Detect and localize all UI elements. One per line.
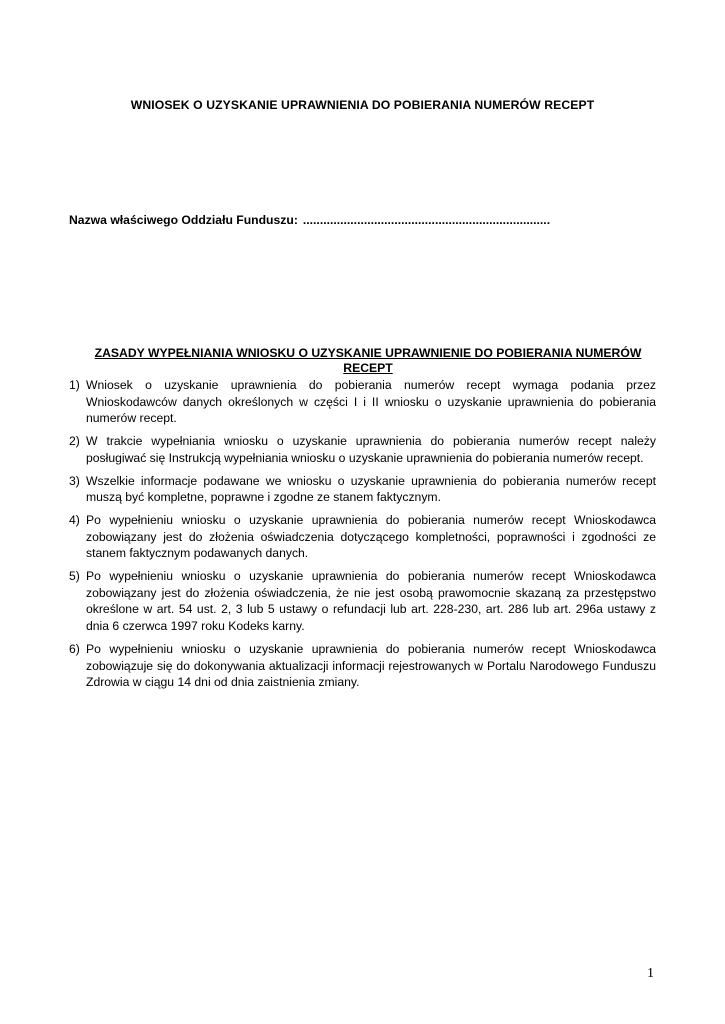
rule-text: Po wypełnieniu wniosku o uzyskanie uprawnienia do pobierania numerów recept Wnioskodawca zobowiązany jest do złożenia oświadczenia, że nie jest osobą prawomocnie skazaną za przestępstwo określone w art. 54 ust. 2, 3 lub 5 ustawy o refundacji lub art. 228-230, art. 286 lub art. 296a ustawy z dnia 6 czerwca 1997 roku Kodeks karny. bbox=[86, 569, 656, 634]
rule-number: 6) bbox=[69, 641, 80, 656]
rule-text: Po wypełnieniu wniosku o uzyskanie uprawnienia do pobierania numerów recept Wnioskodawca zobowiązany jest do złożenia oświadczenia dotyczącego kompletności, poprawności i zgodności ze stanem faktycznym podawanych danych. bbox=[86, 512, 656, 561]
rule-number: 3) bbox=[69, 473, 80, 488]
fund-branch-label: Nazwa właściwego Oddziału Funduszu: bbox=[69, 213, 298, 227]
rule-text: Wniosek o uzyskanie uprawnienia do pobierania numerów recept wymaga podania przez Wnioskodawców danych określonych w części I i II wniosku o uzyskanie uprawnienia do pobierania numerów recept. bbox=[86, 378, 656, 426]
rule-number: 5) bbox=[69, 569, 80, 584]
rule-text: Po wypełnieniu wniosku o uzyskanie uprawnienia do pobierania numerów recept Wnioskodawca zobowiązuje się do dokonywania aktualizacji informacji rejestrowanych w Portalu Narodowego Funduszu Zdrowia w ciągu 14 dni od dnia zaistnienia zmiany. bbox=[86, 641, 656, 690]
rule-number: 2) bbox=[69, 434, 80, 449]
page-number: 1 bbox=[647, 966, 654, 981]
rule-item bbox=[69, 473, 656, 506]
rules-heading: ZASADY WYPEŁNIANIA WNIOSKU O UZYSKANIE UPRAWNIENIE DO POBIERANIA NUMERÓW RECEPT bbox=[94, 346, 642, 375]
rule-item bbox=[69, 512, 656, 562]
rule-item bbox=[69, 641, 656, 691]
rule-item bbox=[69, 377, 656, 427]
rule-number: 1) bbox=[69, 378, 80, 392]
rule-text: Wszelkie informacje podawane we wniosku o uzyskanie uprawnienia do pobierania numerów recept muszą być kompletne, poprawne i zgodne ze stanem faktycznym. bbox=[86, 473, 656, 505]
document-title: WNIOSEK O UZYSKANIE UPRAWNIENIA DO POBIERANIA NUMERÓW RECEPT bbox=[130, 98, 595, 112]
rule-item bbox=[69, 568, 656, 635]
fund-branch-line bbox=[69, 213, 669, 227]
rule-text: W trakcie wypełniania wniosku o uzyskanie uprawnienia do pobierania numerów recept należy posługiwać się Instrukcją wypełniania wniosku o uzyskanie uprawnienia do pobierania numerów recept. bbox=[86, 434, 656, 465]
rules-list bbox=[69, 377, 656, 697]
rule-item bbox=[69, 433, 656, 466]
rule-number: 4) bbox=[69, 512, 80, 527]
fund-branch-value: ......................................................................... bbox=[302, 213, 551, 227]
